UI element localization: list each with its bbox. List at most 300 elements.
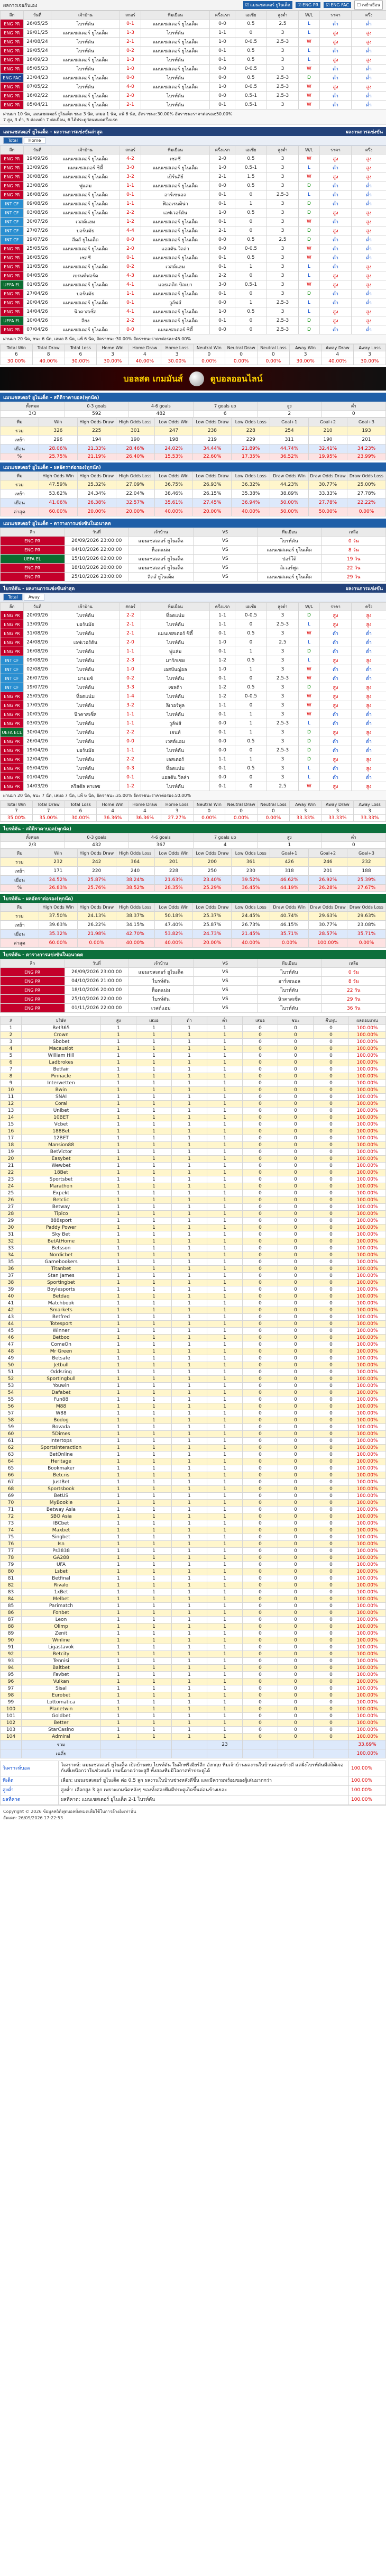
bookmaker-row[interactable]	[1, 1410, 386, 1417]
bookmaker-name[interactable]: Baltbet	[22, 1665, 101, 1672]
home-team-cell[interactable]: ไบรท์ตัน	[51, 701, 120, 710]
bookmaker-row[interactable]	[1, 1355, 386, 1362]
bookmaker-name[interactable]: Totesport	[22, 1321, 101, 1328]
away-team-cell[interactable]: เซลต้า	[141, 683, 210, 692]
tab-total[interactable]: Total	[3, 137, 23, 144]
bookmaker-row[interactable]	[1, 1555, 386, 1562]
fixture-row[interactable]	[1, 555, 386, 564]
away-team-cell[interactable]: ไบรท์ตัน	[258, 968, 322, 977]
bookmaker-row[interactable]	[1, 1066, 386, 1073]
home-team-cell[interactable]: ท็อตแน่ม	[51, 692, 120, 701]
home-team-cell[interactable]: แมนเชสเตอร์ ยูไนเต็ด	[51, 74, 120, 83]
bookmaker-name[interactable]: Wewbet	[22, 1163, 101, 1169]
bookmaker-name[interactable]: Favbet	[22, 1672, 101, 1679]
table-row[interactable]	[1, 737, 386, 746]
filter-eng-fac[interactable]: ☑ ENG FAC	[324, 2, 351, 8]
bookmaker-row[interactable]	[1, 1094, 386, 1101]
table-row[interactable]	[1, 710, 386, 719]
bookmaker-name[interactable]: 5Dimes	[22, 1431, 101, 1438]
bookmaker-name[interactable]: Planetwin	[22, 1706, 101, 1713]
bookmaker-name[interactable]: Intertops	[22, 1438, 101, 1445]
table-row[interactable]	[1, 47, 386, 56]
home-team-cell[interactable]: แมนเชสเตอร์ ยูไนเต็ด	[51, 155, 120, 164]
bookmaker-row[interactable]	[1, 1713, 386, 1720]
bookmaker-name[interactable]: Leon	[22, 1617, 101, 1623]
home-team-cell[interactable]: นิวคาสเซิ่ล	[51, 710, 120, 719]
bookmaker-name[interactable]: Betway	[22, 1204, 101, 1211]
bookmaker-name[interactable]: Bovada	[22, 1424, 101, 1431]
home-team-cell[interactable]: ไบรท์ตัน	[51, 728, 120, 737]
home-team-cell[interactable]: แมนเชสเตอร์ ยูไนเต็ด	[51, 199, 120, 208]
away-team-cell[interactable]: ไบรท์ตัน	[141, 620, 210, 629]
table-row[interactable]	[1, 638, 386, 647]
bookmaker-row[interactable]	[1, 1328, 386, 1335]
bookmaker-row[interactable]	[1, 1108, 386, 1114]
away-team-cell[interactable]: แมนเชสเตอร์ ยูไนเต็ด	[141, 217, 210, 226]
home-team-cell[interactable]: แมนเชสเตอร์ ยูไนเต็ด	[51, 101, 120, 110]
bookmaker-name[interactable]: Unibet	[22, 1108, 101, 1114]
home-team-cell[interactable]: แมนเชสเตอร์ ยูไนเต็ด	[51, 262, 120, 271]
bookmaker-row[interactable]	[1, 1259, 386, 1266]
tab-home[interactable]: Home	[24, 137, 46, 144]
bookmaker-name[interactable]: Sportingbet	[22, 1280, 101, 1286]
away-team-cell[interactable]: ไบรท์ตัน	[141, 710, 210, 719]
bookmaker-row[interactable]	[1, 1252, 386, 1259]
bookmaker-name[interactable]: Mansion88	[22, 1142, 101, 1149]
bookmaker-row[interactable]	[1, 1073, 386, 1080]
fixture-row[interactable]	[1, 1004, 386, 1013]
home-team-cell[interactable]: เอฟเวอร์ตัน	[51, 638, 120, 647]
bookmaker-name[interactable]: Nordicbet	[22, 1252, 101, 1259]
table-row[interactable]	[1, 262, 386, 271]
bookmaker-row[interactable]	[1, 1128, 386, 1135]
away-team-cell[interactable]: วูล์ฟส์	[141, 298, 210, 307]
away-team-cell[interactable]: ไบรท์ตัน	[258, 1004, 322, 1013]
bookmaker-name[interactable]: Singbet	[22, 1534, 101, 1541]
bookmaker-row[interactable]	[1, 1307, 386, 1314]
table-row[interactable]	[1, 316, 386, 325]
column-header[interactable]: สูงต่ำ	[267, 11, 299, 20]
table-row[interactable]	[1, 29, 386, 38]
tab-away[interactable]: Away	[24, 594, 44, 601]
bookmaker-name[interactable]: Ladbrokes	[22, 1059, 101, 1066]
bookmaker-row[interactable]	[1, 1149, 386, 1156]
fixture-row[interactable]	[1, 977, 386, 986]
table-row[interactable]	[1, 244, 386, 253]
home-team-cell[interactable]: แมนเชสเตอร์ ยูไนเต็ด	[51, 29, 120, 38]
table-row[interactable]	[1, 217, 386, 226]
away-team-cell[interactable]: ไบรท์ตัน	[141, 692, 210, 701]
away-team-cell[interactable]: แมนเชสเตอร์ ยูไนเต็ด	[258, 546, 322, 555]
bookmaker-row[interactable]	[1, 1087, 386, 1094]
away-team-cell[interactable]: เวสต์แฮม	[141, 737, 210, 746]
bookmaker-name[interactable]: Parimatch	[22, 1603, 101, 1610]
bookmaker-name[interactable]: Paddy Power	[22, 1224, 101, 1231]
bookmaker-row[interactable]	[1, 1603, 386, 1610]
bookmaker-name[interactable]: Zenit	[22, 1630, 101, 1637]
home-team-cell[interactable]: แมนเชสเตอร์ ยูไนเต็ด	[129, 564, 194, 573]
bookmaker-row[interactable]	[1, 1224, 386, 1231]
home-team-cell[interactable]: ไบรท์ตัน	[51, 665, 120, 674]
table-row[interactable]	[1, 307, 386, 316]
bookmaker-name[interactable]: 18Bet	[22, 1169, 101, 1176]
bookmaker-row[interactable]	[1, 1369, 386, 1376]
bookmaker-name[interactable]: Marathon	[22, 1183, 101, 1190]
home-team-cell[interactable]: ไบรท์ตัน	[51, 683, 120, 692]
table-row[interactable]	[1, 235, 386, 244]
table-row[interactable]	[1, 101, 386, 110]
table-row[interactable]	[1, 173, 386, 182]
bookmaker-row[interactable]	[1, 1479, 386, 1486]
table-row[interactable]	[1, 208, 386, 217]
away-team-cell[interactable]: ไบรท์ตัน	[141, 29, 210, 38]
bookmaker-row[interactable]	[1, 1727, 386, 1734]
bookmaker-row[interactable]	[1, 1190, 386, 1197]
home-team-cell[interactable]: แมนเชสเตอร์ ยูไนเต็ด	[51, 92, 120, 101]
column-header[interactable]: ครึ่งแรก	[210, 11, 235, 20]
table-row[interactable]	[1, 656, 386, 665]
bookmaker-name[interactable]: Tennisi	[22, 1658, 101, 1665]
bookmaker-row[interactable]	[1, 1452, 386, 1458]
bookmaker-name[interactable]: Betclic	[22, 1197, 101, 1204]
bookmaker-row[interactable]	[1, 1513, 386, 1520]
home-team-cell[interactable]: บอร์นมัธ	[51, 620, 120, 629]
bookmaker-name[interactable]: Vcbet	[22, 1121, 101, 1128]
away-team-cell[interactable]: ไบรท์ตัน	[141, 782, 210, 791]
home-team-cell[interactable]: ไบรท์ตัน	[129, 995, 194, 1004]
table-row[interactable]	[1, 620, 386, 629]
bookmaker-row[interactable]	[1, 1507, 386, 1513]
away-team-cell[interactable]: ฟิออเรนติน่า	[141, 199, 210, 208]
away-team-cell[interactable]: แมนเชสเตอร์ ยูไนเต็ด	[141, 307, 210, 316]
away-team-cell[interactable]: อาร์เซนอล	[258, 977, 322, 986]
bookmaker-name[interactable]: 888sport	[22, 1218, 101, 1224]
away-team-cell[interactable]: เลสเตอร์	[141, 755, 210, 764]
bookmaker-name[interactable]: 188Bet	[22, 1128, 101, 1135]
bookmaker-row[interactable]	[1, 1300, 386, 1307]
bookmaker-row[interactable]	[1, 1183, 386, 1190]
column-header[interactable]: เอเชีย	[235, 11, 267, 20]
bookmaker-row[interactable]	[1, 1053, 386, 1059]
away-team-cell[interactable]: ไบรท์ตัน	[141, 746, 210, 755]
bookmaker-name[interactable]: StarCasino	[22, 1727, 101, 1734]
table-row[interactable]	[1, 56, 386, 65]
table-row[interactable]	[1, 719, 386, 728]
home-team-cell[interactable]: ลีดส์ ยูไนเต็ด	[129, 573, 194, 582]
table-row[interactable]	[1, 692, 386, 701]
bookmaker-row[interactable]	[1, 1362, 386, 1369]
fixture-row[interactable]	[1, 537, 386, 546]
bookmaker-name[interactable]: Ligastavok	[22, 1644, 101, 1651]
bookmaker-name[interactable]: Winner	[22, 1328, 101, 1335]
table-row[interactable]	[1, 755, 386, 764]
home-team-cell[interactable]: ไบรท์ตัน	[51, 83, 120, 92]
table-row[interactable]	[1, 773, 386, 782]
bookmaker-row[interactable]	[1, 1534, 386, 1541]
away-team-cell[interactable]: ไบรท์ตัน	[141, 674, 210, 683]
filter-eng-pr[interactable]: ☑ ENG PR	[296, 2, 320, 8]
bookmaker-name[interactable]: Sky Bet	[22, 1231, 101, 1238]
table-row[interactable]	[1, 674, 386, 683]
table-row[interactable]	[1, 764, 386, 773]
away-team-cell[interactable]: แมนเชสเตอร์ ยูไนเต็ด	[141, 38, 210, 47]
bookmaker-row[interactable]	[1, 1500, 386, 1507]
bookmaker-row[interactable]	[1, 1231, 386, 1238]
bookmaker-row[interactable]	[1, 1156, 386, 1163]
bookmaker-name[interactable]: SBO Asia	[22, 1513, 101, 1520]
bookmaker-name[interactable]: BetUS	[22, 1493, 101, 1500]
away-team-cell[interactable]: แมนเชสเตอร์ ยูไนเต็ด	[141, 65, 210, 74]
bookmaker-row[interactable]	[1, 1589, 386, 1596]
column-header[interactable]: วันที่	[24, 11, 51, 20]
table-row[interactable]	[1, 280, 386, 289]
bookmaker-name[interactable]: Pinnacle	[22, 1073, 101, 1080]
bookmaker-name[interactable]: Betfred	[22, 1314, 101, 1321]
home-team-cell[interactable]: แมนเชสเตอร์ ยูไนเต็ด	[51, 298, 120, 307]
bookmaker-name[interactable]: Betdaq	[22, 1293, 101, 1300]
bookmaker-name[interactable]: Mr Green	[22, 1348, 101, 1355]
bookmaker-row[interactable]	[1, 1266, 386, 1273]
bookmaker-name[interactable]: Coral	[22, 1101, 101, 1108]
away-team-cell[interactable]: แมนเชสเตอร์ ซิตี้	[141, 325, 210, 334]
bookmaker-name[interactable]: IBCbet	[22, 1520, 101, 1527]
bookmaker-row[interactable]	[1, 1445, 386, 1452]
table-row[interactable]	[1, 325, 386, 334]
bookmaker-name[interactable]: Youwin	[22, 1383, 101, 1390]
away-team-cell[interactable]: นิวคาสเซิ่ล	[258, 995, 322, 1004]
bookmaker-row[interactable]	[1, 1142, 386, 1149]
bookmaker-name[interactable]: Boylesports	[22, 1286, 101, 1293]
bookmaker-name[interactable]: Betsafe	[22, 1355, 101, 1362]
bookmaker-name[interactable]: 12BET	[22, 1135, 101, 1142]
bookmaker-row[interactable]	[1, 1527, 386, 1534]
table-row[interactable]	[1, 647, 386, 656]
home-team-cell[interactable]: ไบรท์ตัน	[51, 47, 120, 56]
bookmaker-row[interactable]	[1, 1032, 386, 1039]
home-team-cell[interactable]: ไบรท์ตัน	[51, 737, 120, 746]
bookmaker-row[interactable]	[1, 1706, 386, 1713]
home-team-cell[interactable]: แมนเชสเตอร์ ยูไนเต็ด	[129, 968, 194, 977]
bookmaker-row[interactable]	[1, 1335, 386, 1341]
away-team-cell[interactable]: แมนเชสเตอร์ ซิตี้	[141, 629, 210, 638]
bookmaker-row[interactable]	[1, 1176, 386, 1183]
bookmaker-name[interactable]: JustBet	[22, 1479, 101, 1486]
away-team-cell[interactable]: แมนเชสเตอร์ ยูไนเต็ด	[141, 316, 210, 325]
home-team-cell[interactable]: ลียง	[51, 316, 120, 325]
home-team-cell[interactable]: แมนเชสเตอร์ ยูไนเต็ด	[51, 173, 120, 182]
column-header[interactable]: ทีมเยือน	[141, 11, 210, 20]
bookmaker-name[interactable]: Smarkets	[22, 1307, 101, 1314]
bookmaker-name[interactable]: Fun88	[22, 1396, 101, 1403]
column-header[interactable]: W/L	[299, 11, 320, 20]
away-team-cell[interactable]: แมนเชสเตอร์ ยูไนเต็ด	[141, 47, 210, 56]
bookmaker-name[interactable]: Bet365	[22, 1025, 101, 1032]
table-row[interactable]	[1, 83, 386, 92]
away-team-cell[interactable]: แมนเชสเตอร์ ยูไนเต็ด	[141, 20, 210, 29]
filter-same[interactable]: ☐ เหย้าเยือน	[354, 1, 383, 10]
bookmaker-name[interactable]: Betfinal	[22, 1575, 101, 1582]
bookmaker-name[interactable]: Rivalo	[22, 1582, 101, 1589]
bookmaker-name[interactable]: Titanbet	[22, 1266, 101, 1273]
bookmaker-row[interactable]	[1, 1245, 386, 1252]
bookmaker-row[interactable]	[1, 1280, 386, 1286]
away-team-cell[interactable]: แมนเชสเตอร์ ยูไนเต็ด	[141, 164, 210, 173]
bookmaker-name[interactable]: SNAI	[22, 1094, 101, 1101]
bookmaker-name[interactable]: Betboo	[22, 1335, 101, 1341]
away-team-cell[interactable]: ลิเวอร์พูล	[141, 701, 210, 710]
bookmaker-name[interactable]: Lottomatica	[22, 1699, 101, 1706]
bookmaker-row[interactable]	[1, 1348, 386, 1355]
away-team-cell[interactable]: ฟูแล่ม	[141, 647, 210, 656]
bookmaker-name[interactable]: Olimp	[22, 1623, 101, 1630]
bookmaker-row[interactable]	[1, 1486, 386, 1493]
bookmaker-name[interactable]: BetOnline	[22, 1452, 101, 1458]
table-row[interactable]	[1, 289, 386, 298]
bookmaker-name[interactable]: Heritage	[22, 1458, 101, 1465]
bookmaker-row[interactable]	[1, 1417, 386, 1424]
bookmaker-row[interactable]	[1, 1493, 386, 1500]
home-team-cell[interactable]: ไบรท์ตัน	[51, 773, 120, 782]
bookmaker-row[interactable]	[1, 1390, 386, 1396]
home-team-cell[interactable]: มายนซ์	[51, 674, 120, 683]
bookmaker-row[interactable]	[1, 1575, 386, 1582]
away-team-cell[interactable]: วูล์ฟส์	[141, 719, 210, 728]
away-team-cell[interactable]: แมนเชสเตอร์ ยูไนเต็ด	[141, 253, 210, 262]
bookmaker-row[interactable]	[1, 1665, 386, 1672]
table-row[interactable]	[1, 701, 386, 710]
away-team-cell[interactable]: ไบรท์ตัน	[141, 638, 210, 647]
bookmaker-row[interactable]	[1, 1431, 386, 1438]
bookmaker-name[interactable]: Betcris	[22, 1472, 101, 1479]
home-team-cell[interactable]: แมนเชสเตอร์ ยูไนเต็ด	[51, 208, 120, 217]
bookmaker-name[interactable]: Macauslot	[22, 1046, 101, 1053]
bookmaker-row[interactable]	[1, 1568, 386, 1575]
table-row[interactable]	[1, 20, 386, 29]
away-team-cell[interactable]: เจนท์	[141, 728, 210, 737]
bookmaker-row[interactable]	[1, 1046, 386, 1053]
home-team-cell[interactable]: แมนเชสเตอร์ ซิตี้	[51, 164, 120, 173]
away-team-cell[interactable]: ไบรท์ตัน	[141, 92, 210, 101]
bookmaker-row[interactable]	[1, 1025, 386, 1032]
bookmaker-name[interactable]: Stan James	[22, 1273, 101, 1280]
home-team-cell[interactable]: ไบรท์ตัน	[51, 719, 120, 728]
bookmaker-row[interactable]	[1, 1596, 386, 1603]
bookmaker-name[interactable]: Goldbet	[22, 1713, 101, 1720]
home-team-cell[interactable]: ไบรท์ตัน	[51, 629, 120, 638]
bookmaker-row[interactable]	[1, 1218, 386, 1224]
bookmaker-row[interactable]	[1, 1472, 386, 1479]
bookmaker-row[interactable]	[1, 1562, 386, 1568]
bookmaker-name[interactable]: MyBookie	[22, 1500, 101, 1507]
bookmaker-name[interactable]: Sbobet	[22, 1039, 101, 1046]
bookmaker-row[interactable]	[1, 1286, 386, 1293]
away-team-cell[interactable]: แมนเชสเตอร์ ยูไนเต็ด	[141, 235, 210, 244]
bookmaker-name[interactable]: Sportsbet	[22, 1176, 101, 1183]
bookmaker-name[interactable]: Interwetten	[22, 1080, 101, 1087]
bookmaker-name[interactable]: Expekt	[22, 1190, 101, 1197]
bookmaker-row[interactable]	[1, 1582, 386, 1589]
bookmaker-row[interactable]	[1, 1617, 386, 1623]
column-header[interactable]: ครึ่ง	[352, 11, 386, 20]
table-row[interactable]	[1, 74, 386, 83]
bookmaker-row[interactable]	[1, 1465, 386, 1472]
bookmaker-row[interactable]	[1, 1238, 386, 1245]
away-team-cell[interactable]: แอสตัน วิลล่า	[141, 773, 210, 782]
bookmaker-row[interactable]	[1, 1204, 386, 1211]
table-row[interactable]	[1, 629, 386, 638]
bookmaker-name[interactable]: Ps3838	[22, 1548, 101, 1555]
filter-team[interactable]: ☑ แมนเชสเตอร์ ยูไนเต็ด	[243, 1, 292, 9]
bookmaker-row[interactable]	[1, 1438, 386, 1445]
home-team-cell[interactable]: แมนเชสเตอร์ ยูไนเต็ด	[129, 555, 194, 564]
away-team-cell[interactable]: แมนเชสเตอร์ ยูไนเต็ด	[141, 226, 210, 235]
bookmaker-row[interactable]	[1, 1059, 386, 1066]
bookmaker-row[interactable]	[1, 1080, 386, 1087]
table-row[interactable]	[1, 782, 386, 791]
away-team-cell[interactable]: ไบรท์ตัน	[141, 74, 210, 83]
bookmaker-row[interactable]	[1, 1548, 386, 1555]
home-team-cell[interactable]: ไบรท์ตัน	[51, 38, 120, 47]
away-team-cell[interactable]: เวสต์แฮม	[141, 262, 210, 271]
bookmaker-row[interactable]	[1, 1403, 386, 1410]
home-team-cell[interactable]: เวสต์แฮม	[129, 1004, 194, 1013]
bookmaker-row[interactable]	[1, 1685, 386, 1692]
bookmaker-name[interactable]: Sportingbull	[22, 1376, 101, 1383]
fixture-row[interactable]	[1, 986, 386, 995]
bookmaker-name[interactable]: Sportsinteraction	[22, 1445, 101, 1452]
away-team-cell[interactable]: ไบรท์ตัน	[258, 537, 322, 546]
home-team-cell[interactable]: ไบรท์ตัน	[51, 656, 120, 665]
home-team-cell[interactable]: คริสตัล พาเลซ	[51, 782, 120, 791]
home-team-cell[interactable]: แมนเชสเตอร์ ยูไนเต็ด	[51, 325, 120, 334]
bookmaker-row[interactable]	[1, 1541, 386, 1548]
bookmaker-row[interactable]	[1, 1321, 386, 1328]
away-team-cell[interactable]: เบิร์นลีย์	[141, 173, 210, 182]
table-row[interactable]	[1, 199, 386, 208]
bookmaker-row[interactable]	[1, 1341, 386, 1348]
fixture-row[interactable]	[1, 995, 386, 1004]
home-team-cell[interactable]: แมนเชสเตอร์ ยูไนเต็ด	[51, 244, 120, 253]
bookmaker-name[interactable]: Betsson	[22, 1245, 101, 1252]
home-team-cell[interactable]: ไบรท์ตัน	[51, 20, 120, 29]
away-team-cell[interactable]: มาร์กเซย	[141, 656, 210, 665]
table-row[interactable]	[1, 611, 386, 620]
home-team-cell[interactable]: ไบรท์ตัน	[129, 977, 194, 986]
away-team-cell[interactable]: ไบรท์ตัน	[141, 101, 210, 110]
table-row[interactable]	[1, 665, 386, 674]
table-row[interactable]	[1, 271, 386, 280]
bookmaker-row[interactable]	[1, 1376, 386, 1383]
bookmaker-row[interactable]	[1, 1197, 386, 1204]
table-row[interactable]	[1, 38, 386, 47]
away-team-cell[interactable]: ท็อตแน่ม	[141, 611, 210, 620]
bookmaker-row[interactable]	[1, 1039, 386, 1046]
bookmaker-row[interactable]	[1, 1679, 386, 1685]
bookmaker-name[interactable]: BetVictor	[22, 1149, 101, 1156]
home-team-cell[interactable]: ฟูแล่ม	[51, 182, 120, 191]
bookmaker-row[interactable]	[1, 1623, 386, 1630]
bookmaker-row[interactable]	[1, 1720, 386, 1727]
away-team-cell[interactable]: แอธเลติก บิลเบา	[141, 280, 210, 289]
bookmaker-name[interactable]: Fonbet	[22, 1610, 101, 1617]
home-team-cell[interactable]: แมนเชสเตอร์ ยูไนเต็ด	[51, 191, 120, 199]
table-row[interactable]	[1, 253, 386, 262]
bookmaker-row[interactable]	[1, 1169, 386, 1176]
bookmaker-row[interactable]	[1, 1135, 386, 1142]
bookmaker-name[interactable]: UFA	[22, 1562, 101, 1568]
home-team-cell[interactable]: นิวคาสเซิ่ล	[51, 307, 120, 316]
table-row[interactable]	[1, 226, 386, 235]
